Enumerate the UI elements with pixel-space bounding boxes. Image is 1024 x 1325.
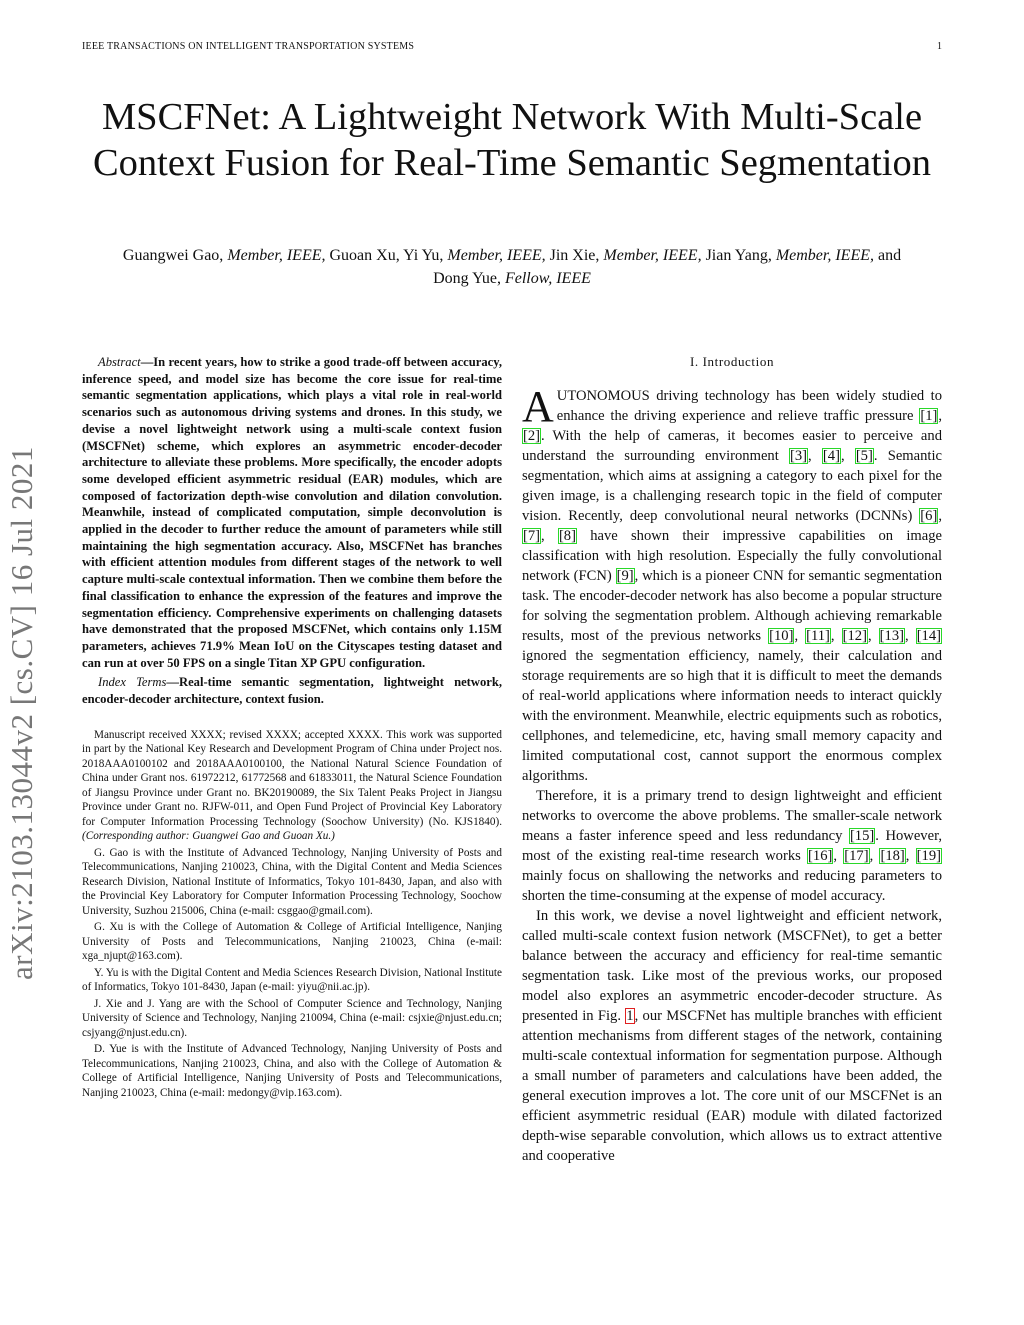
footnote-affiliation: G. Xu is with the College of Automation & College of Artificial Intelligence, Nanjing University of Posts and Telecommunications, Nanjing 210023, China (e-mail: xga_njupt@163.com). — [82, 921, 502, 963]
paragraph-text: , our MSCFNet has multiple branches with efficient attention mechanisms from different stages of the network, containing multi-scale contextual information for segmentation purpose. Although a small number of parameters and calculations have been added, the general execution improves a lot. The core unit of our MSCFNet is an efficient asymmetric residual (EAR) module with dilated factorized depth-wise separable convolution, which allows us to extract attentive and cooperative — [522, 1008, 943, 1164]
citation-link[interactable]: [2] — [523, 428, 541, 444]
intro-paragraph — [522, 786, 942, 906]
citation-link[interactable]: [18] — [880, 848, 905, 864]
arxiv-stamp: arXiv:2103.13044v2 [cs.CV] 16 Jul 2021 — [4, 446, 39, 980]
author-role: Member, IEEE, — [227, 247, 326, 264]
citation-link[interactable]: [19] — [916, 848, 941, 864]
paragraph-text: Therefore, it is a primary trend to design lightweight and efficient networks to overcome the above problems. The smaller-scale network means a faster inference speed and less redundancy — [522, 788, 942, 844]
punctuation: , — [938, 408, 943, 424]
paragraph-text: have shown their impressive capabilities on image classification with high resolution. Especially the fully convolutional network (FCN) — [522, 528, 942, 584]
citation-link[interactable]: [7] — [523, 528, 541, 544]
author-name: Guangwei Gao, — [122, 247, 224, 264]
right-column — [522, 354, 942, 1166]
author-name: and Dong Yue, — [433, 247, 902, 287]
abstract-text: —In recent years, how to strike a good trade-off between accuracy, inference speed, and model size has become the core issue for real-time semantic segmentation applications, which plays a vital role in real-world scenarios such as autonomous driving systems and drones. In this study, we devise a novel lightweight network using a multi-scale context fusion (MSCFNet) scheme, which explores an asymmetric encoder-decoder architecture to alleviate these problems. More specifically, the encoder adopts some developed efficient asymmetric residual (EAR) modules, which are composed of factorization depth-wise convolution and dilation convolution. Meanwhile, instead of complicated computation, simple deconvolution is applied in the decoder to further reduce the amount of parameters while still maintaining the high segmentation accuracy. Also, MSCFNet has branches with efficient attention modules from different stages of the network to well capture multi-scale contextual information. Then we combine them before the final classification to enhance the expression of the features and improve the segmentation efficiency. Comprehensive experiments on challenging datasets have demonstrated that the proposed MSCFNet, which contains only 1.15M parameters, achieves 71.9% Mean IoU on the Cityscapes testing dataset and can run at over 50 FPS on a single Titan XP GPU configuration. — [82, 355, 502, 670]
citation-link[interactable]: [16] — [808, 848, 833, 864]
citation-link[interactable]: [1] — [920, 408, 938, 424]
paragraph-text: , which is a pioneer CNN for semantic segmentation task. The encoder-decoder network has also become a popular structure for solving the segmentation problem. Although achieving remarkable results, most of the previous networks — [522, 568, 942, 644]
citation-link[interactable]: [15] — [849, 828, 875, 844]
footnote-affiliation: Y. Yu is with the Digital Content and Media Sciences Research Division, National Institute of Informatics, Tokyo 101-8430, Japan (e-mail: yiyu@nii.ac.jp). — [82, 966, 502, 994]
paragraph-text: . However, most of the existing real-time research works — [522, 828, 942, 864]
author-role: Member, IEEE, — [603, 247, 702, 264]
citation-link[interactable]: [12] — [842, 628, 867, 644]
punctuation: , — [794, 628, 799, 644]
paragraph-text: mainly focus on shallowing the networks and reducing parameters to shorten the time-consuming at the expense of model accuracy. — [522, 868, 942, 904]
punctuation: , — [830, 628, 835, 644]
author-name: Jin Xie, — [549, 247, 600, 264]
author-role: Member, IEEE, — [775, 247, 874, 264]
index-terms-label: Index Terms — [98, 675, 167, 690]
index-terms-text: —Real-time semantic segmentation, lightweight network, encoder-decoder architecture, context fusion. — [82, 675, 503, 707]
corresponding-author: (Corresponding author: Guangwei Gao and Guoan Xu.) — [82, 830, 335, 843]
citation-link[interactable]: [4] — [822, 448, 840, 464]
author-list — [110, 244, 914, 290]
author-role: Fellow, IEEE — [504, 270, 591, 287]
footnote-affiliation: J. Xie and J. Yang are with the School of Computer Science and Technology, Nanjing University of Science and Technology, Nanjing 210094, China (e-mail: csjxie@njust.edu.cn; csjyang@njust.edu.cn). — [82, 997, 502, 1039]
citation-link[interactable]: [5] — [855, 448, 873, 464]
drop-cap: A — [522, 382, 554, 431]
punctuation: , — [938, 508, 942, 524]
footnote-affiliation: G. Gao is with the Institute of Advanced Technology, Nanjing University of Posts and Telecommunications, Nanjing 210023, China, with the Digital Content and Media Sciences Research Division, National Institute of Informatics, Tokyo 101-8430, Japan, and also with the Provincial Key Laboratory for Computer Information Processing Technology, Soochow University, Suzhou 215006, China (e-mail: csggao@gmail.com). — [82, 846, 502, 917]
citation-link[interactable]: [14] — [916, 628, 942, 644]
footnote-affiliation: D. Yue is with the Institute of Advanced Technology, Nanjing University of Posts and Telecommunications, Nanjing 210023, China, and also with the College of Automation & College of Artificial Intelligence, Nanjing University of Posts and Telecommunications, Nanjing 210023, China (e-mail: medongy@vip.163.com). — [82, 1043, 502, 1099]
page-number: 1 — [937, 41, 942, 52]
author-role: Member, IEEE, — [447, 247, 546, 264]
abstract-label: Abstract — [98, 355, 141, 369]
intro-paragraph — [522, 382, 943, 786]
citation-link[interactable]: [3] — [790, 448, 808, 464]
footnote-text: Manuscript received XXXX; revised XXXX; accepted XXXX. This work was supported in part by the National Key Research and Development Program of China under Project nos. 2018AAA0100102 and 2018AAA0100100, the National Natural Science Foundation of China under Grant nos. 61972212, 61772568 and 61833011, the Natural Science Foundation of Jiangsu Province under Grant no. BK20190089, the Six Talent Peaks Project in Jiangsu Province under Grant no. RJFW-011, and Open Fund Project of Provincial Key Laboratory for Computer Information Processing Technology (Soochow University) (No. KJS1840). — [82, 728, 502, 828]
citation-link[interactable]: [9] — [616, 568, 634, 584]
footnote-funding — [82, 728, 502, 844]
index-terms — [82, 674, 502, 707]
citation-link[interactable]: [11] — [806, 628, 830, 644]
paragraph-text: UTONOMOUS driving technology has been widely studied to enhance the driving experience and relieve traffic pressure — [556, 388, 942, 424]
punctuation: , — [905, 848, 910, 864]
punctuation: , — [808, 448, 812, 464]
intro-paragraph — [522, 906, 942, 1166]
figure-link[interactable]: 1 — [626, 1008, 634, 1024]
running-head: IEEE TRANSACTIONS ON INTELLIGENT TRANSPORTATION SYSTEMS — [82, 41, 415, 52]
citation-link[interactable]: [17] — [844, 848, 869, 864]
punctuation: , — [541, 528, 545, 544]
left-column — [82, 354, 502, 1102]
section-heading: I. Introduction — [689, 354, 775, 369]
author-name: Jian Yang, — [705, 247, 772, 264]
citation-link[interactable]: [10] — [769, 628, 794, 644]
citation-link[interactable]: [6] — [920, 508, 938, 524]
punctuation: , — [867, 628, 872, 644]
punctuation: , — [833, 848, 838, 864]
paper-title: MSCFNet: A Lightweight Network With Multi-Scale Context Fusion for Real-Time Semantic Segmentation — [92, 96, 931, 184]
citation-link[interactable]: [8] — [558, 528, 576, 544]
punctuation: , — [840, 448, 845, 464]
paragraph-text: . Semantic segmentation, which aims at assigning a category to each pixel for the given image, is a challenging research topic in the field of computer vision. Recently, deep convolutional neural networks (DCNNs) — [522, 448, 943, 524]
paragraph-text: In this work, we devise a novel lightweight and efficient network, called multi-scale context fusion network (MSCFNet), to get a better balance between the accuracy and efficiency for real-time semantic segmentation task. Like most of the previous works, our proposed model also explores an asymmetric encoder-decoder structure. As presented in Fig. — [522, 908, 942, 1024]
abstract — [82, 354, 502, 671]
author-name: Guoan Xu, Yi Yu, — [329, 247, 444, 264]
punctuation: , — [904, 628, 909, 644]
paragraph-text: . With the help of cameras, it becomes easier to perceive and understand the surrounding environment — [522, 428, 942, 464]
punctuation: , — [869, 848, 874, 864]
paragraph-text: ignored the segmentation efficiency, namely, their calculation and storage requirements are so high that it is difficult to meet the demands of real-world applications where information needs to interact quickly with the environment. Meanwhile, electric equipments such as robotics, cellphones, and telemedicine, etc, having small memory capacity and limited computational cost, cannot support the enormous complex algorithms. — [522, 648, 942, 784]
citation-link[interactable]: [13] — [879, 628, 904, 644]
footnotes — [82, 728, 502, 1101]
